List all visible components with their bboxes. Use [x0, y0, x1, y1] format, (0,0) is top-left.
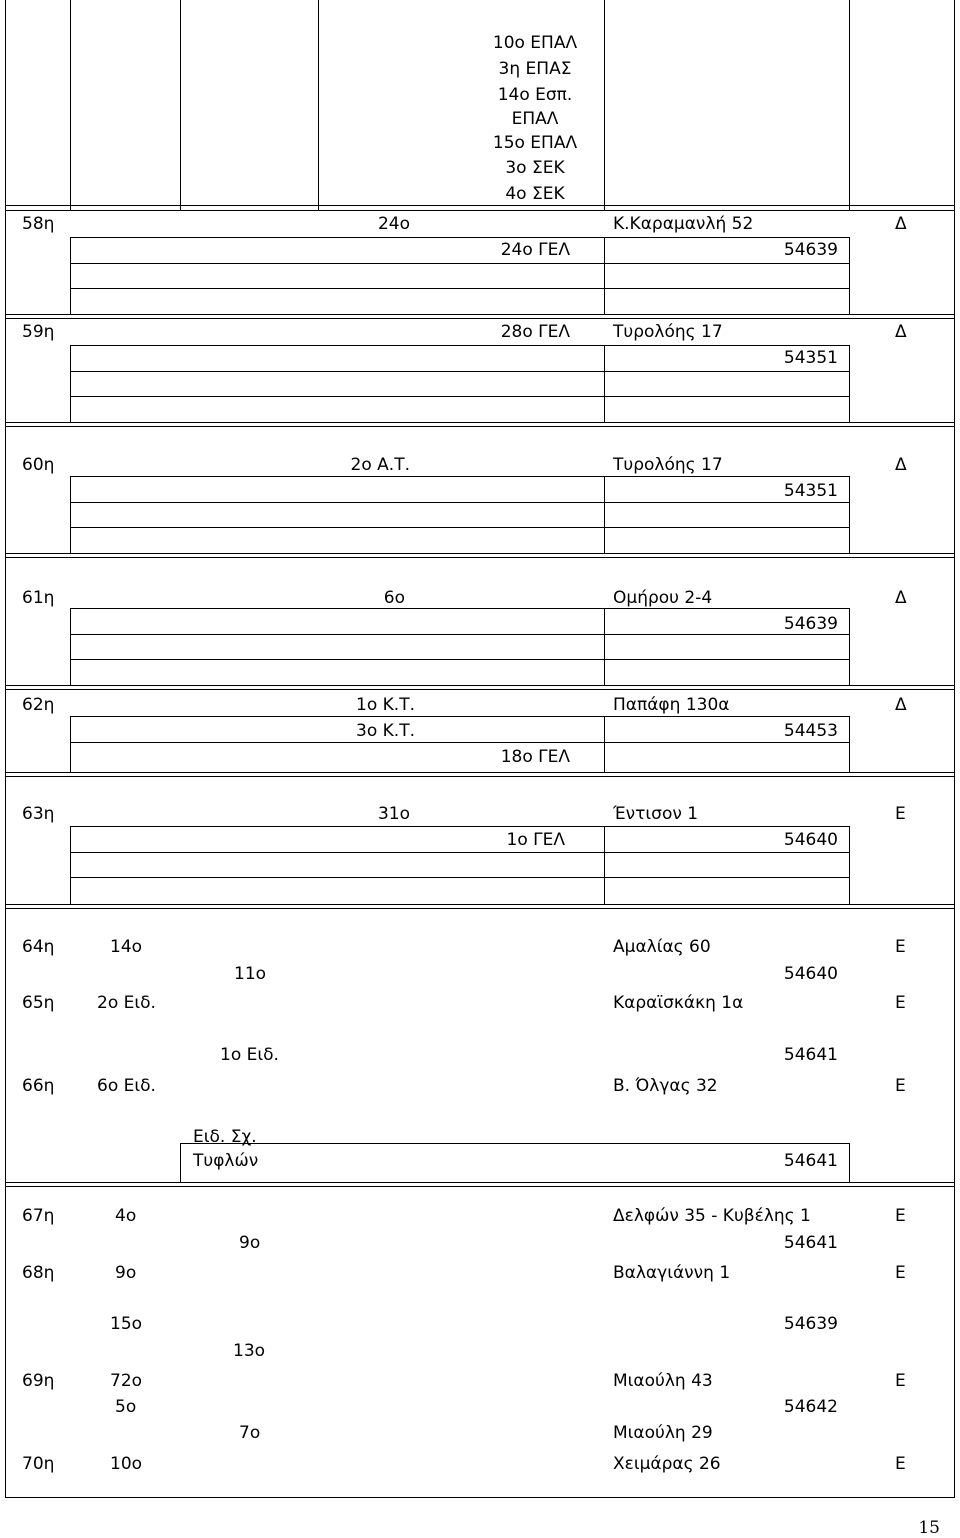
school-name: 9ο	[239, 1233, 261, 1253]
school-name: 4ο	[115, 1206, 137, 1226]
row-number: 64η	[22, 937, 55, 957]
row-number: 65η	[22, 993, 55, 1013]
postal-code: 54351	[783, 481, 838, 501]
school-name: 10ο	[110, 1454, 143, 1474]
address: Β. Όλγας 32	[613, 1076, 718, 1096]
school-name: 72ο	[110, 1371, 143, 1391]
zone: Δ	[895, 214, 907, 234]
address: Ομήρου 2-4	[613, 588, 713, 608]
school-list-item: 3ο ΣΕΚ	[505, 158, 565, 178]
school-name: 2ο Α.Τ.	[350, 455, 410, 475]
zone: Ε	[895, 993, 906, 1013]
school-name: 15ο	[110, 1314, 143, 1334]
postal-code: 54351	[783, 348, 838, 368]
row-number: 67η	[22, 1206, 55, 1226]
school-name: 11ο	[234, 964, 267, 984]
address: Μιαούλη 43	[613, 1371, 713, 1391]
school-name: 6ο	[383, 588, 405, 608]
postal-code: 54640	[783, 964, 838, 984]
school-name: 14ο	[110, 937, 143, 957]
row-number: 69η	[22, 1371, 55, 1391]
school-list-item: 3η ΕΠΑΣ	[498, 59, 572, 79]
zone: Δ	[895, 322, 907, 342]
zone: Ε	[895, 1454, 906, 1474]
school-name: 9ο	[115, 1263, 137, 1283]
row-number: 61η	[22, 588, 55, 608]
school-name: 24ο ΓΕΛ	[500, 240, 570, 260]
zone: Ε	[895, 804, 906, 824]
address: Δελφών 35 - Κυβέλης 1	[613, 1206, 811, 1226]
zone: Ε	[895, 1371, 906, 1391]
school-name: 7ο	[239, 1423, 261, 1443]
postal-code: 54639	[783, 1314, 838, 1334]
school-list-item: 10ο ΕΠΑΛ	[492, 33, 578, 53]
address: Βαλαγιάννη 1	[613, 1263, 731, 1283]
school-name: 24ο	[377, 214, 410, 234]
address: Χειμάρας 26	[613, 1454, 721, 1474]
row-number: 70η	[22, 1454, 55, 1474]
row-number: 66η	[22, 1076, 55, 1096]
address: Έντισον 1	[613, 804, 699, 824]
school-name: 5ο	[115, 1397, 137, 1417]
row-number: 68η	[22, 1263, 55, 1283]
school-name: Ειδ. Σχ.	[193, 1127, 257, 1147]
row-number: 63η	[22, 804, 55, 824]
zone: Δ	[895, 695, 907, 715]
zone: Δ	[895, 455, 907, 475]
zone: Ε	[895, 937, 906, 957]
page-number: 15	[918, 1518, 940, 1538]
address: Παπάφη 130α	[613, 695, 730, 715]
zone: Ε	[895, 1263, 906, 1283]
school-name: 6ο Ειδ.	[97, 1076, 156, 1096]
school-list-item: 14ο Εσπ.	[497, 85, 573, 105]
school-name: 1ο Ειδ.	[220, 1045, 279, 1065]
address: Τυρολόης 17	[613, 322, 723, 342]
school-name: 18ο ΓΕΛ	[500, 747, 570, 767]
school-list-item: ΕΠΑΛ	[511, 109, 559, 129]
address: Αμαλίας 60	[613, 937, 711, 957]
school-name: Τυφλών	[193, 1151, 259, 1171]
postal-code: 54641	[783, 1233, 838, 1253]
postal-code: 54639	[783, 614, 838, 634]
address: Καραϊσκάκη 1α	[613, 993, 744, 1013]
school-name: 31ο	[377, 804, 410, 824]
postal-code: 54642	[783, 1397, 838, 1417]
row-number: 62η	[22, 695, 55, 715]
address: Κ.Καραμανλή 52	[613, 214, 754, 234]
postal-code: 54641	[783, 1045, 838, 1065]
school-name: 13ο	[233, 1341, 266, 1361]
postal-code: 54639	[783, 240, 838, 260]
row-number: 58η	[22, 214, 55, 234]
school-name: 28ο ΓΕΛ	[500, 322, 570, 342]
zone: Ε	[895, 1206, 906, 1226]
postal-code: 54640	[783, 830, 838, 850]
school-list-item: 15ο ΕΠΑΛ	[492, 133, 578, 153]
school-name: 2ο Ειδ.	[97, 993, 156, 1013]
address: Μιαούλη 29	[613, 1423, 713, 1443]
school-name: 1ο ΓΕΛ	[506, 830, 565, 850]
zone: Δ	[895, 588, 907, 608]
school-name: 3ο Κ.Τ.	[356, 721, 415, 741]
postal-code: 54641	[783, 1151, 838, 1171]
school-name: 1ο Κ.Τ.	[356, 695, 415, 715]
postal-code: 54453	[783, 721, 838, 741]
zone: Ε	[895, 1076, 906, 1096]
row-number: 60η	[22, 455, 55, 475]
row-number: 59η	[22, 322, 55, 342]
address: Τυρολόης 17	[613, 455, 723, 475]
school-list-item: 4ο ΣΕΚ	[505, 184, 565, 204]
